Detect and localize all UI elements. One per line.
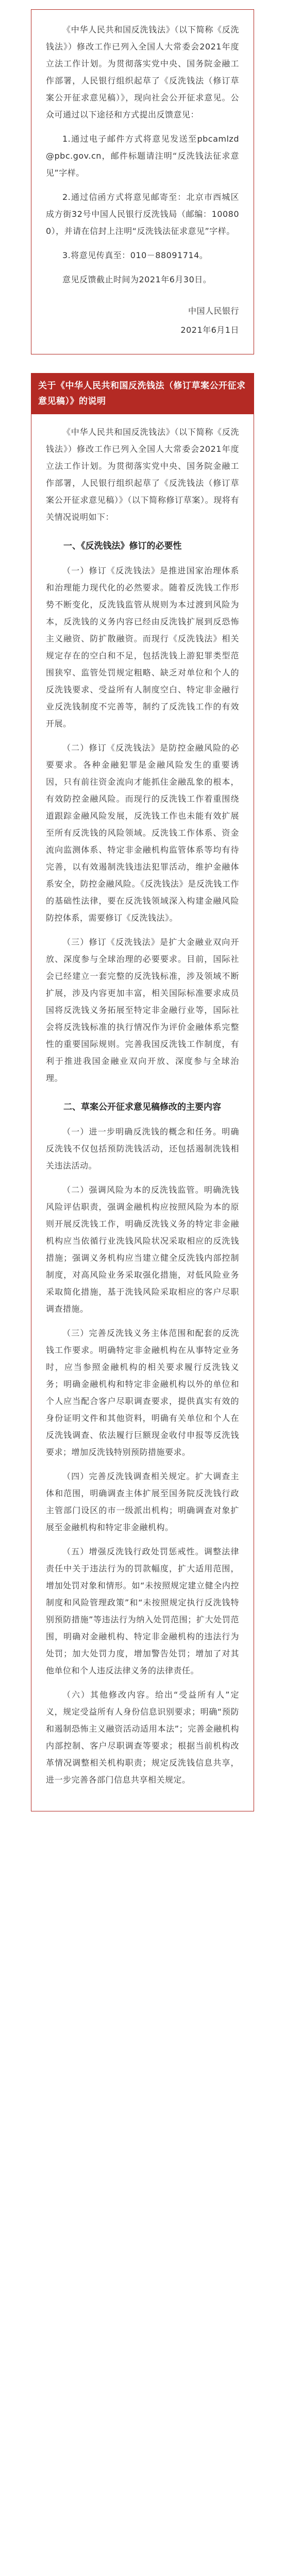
section-1-paragraph-1: （一）修订《反洗钱法》是推进国家治理体系和治理能力现代化的必然要求。随着反洗钱工作形势不断变化，反洗钱监管从规则为本过渡到风险为本，反洗钱的义务内容已经由反洗钱扩展到反恐怖主义融资、防扩散融资。而现行《反洗钱法》相关规定存在的空白和不足，包括洗钱上游犯罪类型范围狭窄、监管处罚规定粗略、缺乏对单位和个人的反洗钱要求、受益所有人制度空白、特定非金融行业反洗钱制度不完善等，制约了反洗钱工作的有效开展。 xyxy=(46,566,239,728)
section-2-paragraph-3: （三）完善反洗钱义务主体范围和配套的反洗钱工作要求。明确特定非金融机构在从事特定业务时，应当参照金融机构的相关要求履行反洗钱义务；明确金融机构和特定非金融机构以外的单位和个人应当配合客户尽职调查要求，提供真实有效的身份证明文件和其他资料，明确有关单位和个人在反洗钱调查、依法履行巨额现金收付申报等反洗钱要求；增加反洗钱特别预防措施要求。 xyxy=(46,1328,239,1457)
section-2-paragraph-6: （六）其他修改内容。给出“受益所有人”定义，规定受益所有人身份信息识别要求；明确“预防和遏制恐怖主义融资活动适用本法”；完善金融机构内部控制、客户尽职调查等要求；根据当前机构改革情况调整相关机构职责；规定反洗钱信息共享，进一步完善各部门信息共享相关规定。 xyxy=(46,1690,239,1785)
explanation-box xyxy=(31,414,254,1811)
section-1-paragraph-3: （三）修订《反洗钱法》是扩大金融业双向开放、深度参与全球治理的必要要求。目前，国际社会已经建立一套完整的反洗钱标准，涉及领域不断扩展，涉及内容更加丰富，相关国际标准要求成员国将反洗钱义务拓展至特定非金融行业等，国际社会将反洗钱标准的执行情况作为评价金融体系完整性的重要国际规则。完善我国反洗钱工作制度，有利于推进我国金融业双向开放、深度参与全球治理。 xyxy=(46,937,239,1083)
explanation-title: 关于《中华人民共和国反洗钱法（修订草案公开征求意见稿）》的说明 xyxy=(31,373,254,414)
notice-intro: 《中华人民共和国反洗钱法》（以下简称《反洗钱法》）修改工作已列入全国人大常委会2021年度立法工作计划。为贯彻落实党中央、国务院金融工作部署，人民银行组织起草了《反洗钱法（修订草案公开征求意见稿）》，现向社会公开征求意见。公众可通过以下途径和方式提出反馈意见： xyxy=(46,25,239,120)
notice-box xyxy=(31,9,254,354)
explanation-intro: 《中华人民共和国反洗钱法》（以下简称《反洗钱法》）修改工作已列入全国人大常委会2021年度立法工作计划。为贯彻落实党中央、国务院金融工作部署，人民银行组织起草了《反洗钱法（修订草案公开征求意见稿）》（以下简称修订草案）。现将有关情况说明如下： xyxy=(46,427,239,522)
section-2-paragraph-1: （一）进一步明确反洗钱的概念和任务。明确反洗钱不仅包括预防洗钱活动，还包括遏制洗钱相关违法活动。 xyxy=(46,1127,239,1171)
page xyxy=(0,9,285,1811)
section-1-heading: 一、《反洗钱法》修订的必要性 xyxy=(63,541,182,551)
notice-date: 2021年6月1日 xyxy=(180,325,239,335)
notice-method-fax: 3.将意见传真至：010－88091714。 xyxy=(62,250,208,260)
notice-method-email: 1.通过电子邮件方式将意见发送至pbcamlzd@pbc.gov.cn，邮件标题请注明“反洗钱法征求意见”字样。 xyxy=(46,134,239,178)
section-2-paragraph-5: （五）增强反洗钱行政处罚惩戒性。调整法律责任中关于违法行为的罚款幅度，扩大适用范围，增加处罚对象和情形。如“未按照规定建立健全内控制度和风险管理政策”和“未按照规定执行反洗钱特别预防措施”等违法行为纳入处罚范围；扩大处罚范围，明确对金融机构、特定非金融机构的违法行为处罚；加大处罚力度，增加警告处罚；增加了对其他单位和个人违反法律义务的法律责任。 xyxy=(46,1547,239,1675)
section-2-paragraph-4: （四）完善反洗钱调查相关规定。扩大调查主体和范围，明确调查主体扩展至国务院反洗钱行政主管部门设区的市一级派出机构；明确调查对象扩展至金融机构和特定非金融机构。 xyxy=(46,1471,239,1532)
notice-deadline: 意见反馈截止时间为2021年6月30日。 xyxy=(62,275,212,284)
section-2-paragraph-2: （二）强调风险为本的反洗钱监管。明确洗钱风险评估职责，强调金融机构应按照风险为本的原则开展反洗钱工作，明确反洗钱义务的特定非金融机构应当依循行业洗钱风险状况采取相应的反洗钱措施；强调义务机构应当建立健全反洗钱内部控制制度，对高风险业务采取强化措施，对低风险业务采取简化措施，基于洗钱风险采取相应的客户尽职调查措施。 xyxy=(46,1185,239,1314)
section-2-heading: 二、草案公开征求意见稿修改的主要内容 xyxy=(63,1102,221,1112)
notice-signature: 中国人民银行 xyxy=(188,306,239,316)
section-1-paragraph-2: （二）修订《反洗钱法》是防控金融风险的必要要求。各种金融犯罪是金融风险发生的重要诱因，只有前往资金流向才能抓住金融乱象的根本，有效防控金融风险。而现行的反洗钱工作着重围绕道跟踪金融风险发展，反洗钱工作也未能有效扩展至所有反洗钱的风险领域。反洗钱工作体系、资金流向监测体系、特定非金融机构监管体系等均有待完善，以有效遏制洗钱违法犯罪活动，维护金融体系安全，防控金融风险。《反洗钱法》是反洗钱工作的基础性法律，要在反洗钱领域深入构建金融风险防控体系，需要修订《反洗钱法》。 xyxy=(46,743,239,923)
notice-method-mail: 2.通过信函方式将意见邮寄至：北京市西城区成方街32号中国人民银行反洗钱局（邮编：100800），并请在信封上注明“反洗钱法征求意见”字样。 xyxy=(46,192,239,236)
